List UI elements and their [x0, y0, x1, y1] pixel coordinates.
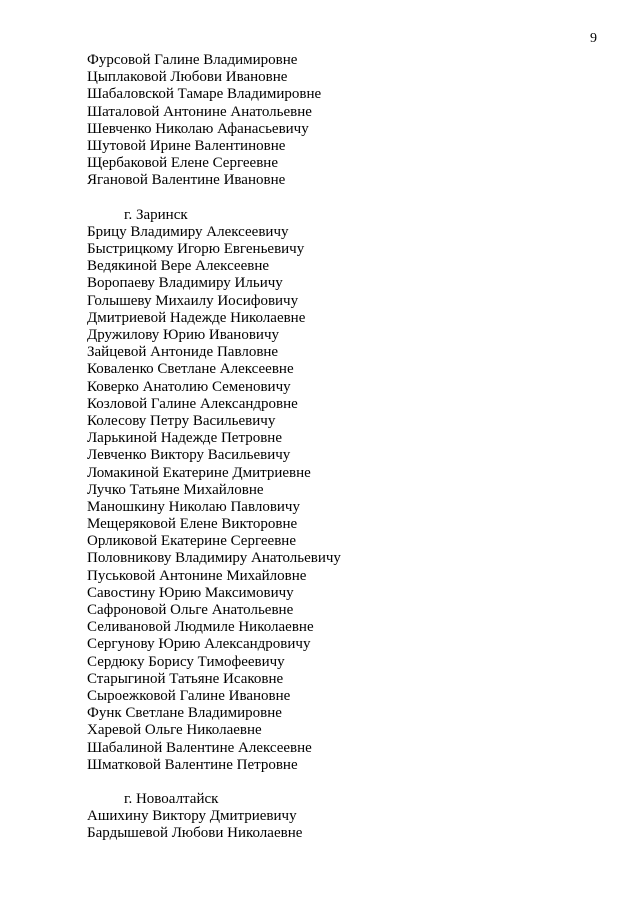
list-item: Голышеву Михаилу Иосифовичу — [87, 292, 299, 309]
list-item: Ягановой Валентине Ивановне — [87, 172, 286, 189]
section-spacer — [87, 190, 607, 207]
list-item: Цыплаковой Любови Ивановне — [87, 69, 288, 86]
list-item: Половникову Владимиру Анатольевичу — [87, 550, 341, 567]
list-item: Фурсовой Галине Владимировне — [87, 52, 298, 68]
list-item: Мещеряковой Елене Викторовне — [87, 516, 298, 533]
list-item: Воропаеву Владимиру Ильичу — [87, 275, 283, 292]
section-heading: г. Новоалтайск — [124, 791, 219, 808]
list-item: Зайцевой Антониде Павловне — [87, 344, 279, 361]
section-spacer — [87, 774, 607, 791]
list-item: Ашихину Виктору Дмитриевичу — [87, 808, 297, 825]
list-item: Брицу Владимиру Алексеевичу — [87, 223, 289, 240]
list-item: Быстрицкому Игорю Евгеньевичу — [87, 241, 305, 258]
list-item: Щербаковой Елене Сергеевне — [87, 155, 278, 172]
list-item: Сергунову Юрию Александровичу — [87, 636, 311, 653]
list-item: Колесову Петру Васильевичу — [87, 412, 276, 429]
list-item: Сафроновой Ольге Анатольевне — [87, 602, 294, 618]
list-item: Дружилову Юрию Ивановичу — [87, 327, 279, 343]
list-item: Коваленко Светлане Алексеевне — [87, 361, 294, 378]
list-item: Ведякиной Вере Алексеевне — [87, 258, 269, 275]
list-item: Савостину Юрию Максимовичу — [87, 584, 294, 601]
list-item: Дмитриевой Надежде Николаевне — [87, 309, 306, 326]
list-item: Левченко Виктору Васильевичу — [87, 447, 291, 464]
list-item: Пуськовой Антонине Михайловне — [87, 567, 307, 584]
section-novoaltaysk — [87, 791, 607, 843]
list-item: Маношкину Николаю Павловичу — [87, 498, 300, 515]
list-item: Козловой Галине Александровне — [87, 395, 298, 412]
list-item: Селивановой Людмиле Николаевне — [87, 619, 314, 636]
list-item: Шабаловской Тамаре Владимировне — [87, 86, 322, 103]
list-item: Старыгиной Татьяне Исаковне — [87, 670, 284, 687]
list-item: Харевой Ольге Николаевне — [87, 722, 262, 739]
list-item: Шевченко Николаю Афанасьевичу — [87, 120, 309, 137]
list-item: Шабалиной Валентине Алексеевне — [87, 739, 312, 756]
document-body — [87, 52, 607, 843]
section-heading: г. Заринск — [124, 206, 188, 223]
list-item: Коверко Анатолию Семеновичу — [87, 378, 291, 395]
name-list-continued — [87, 52, 607, 190]
list-item: Бардышевой Любови Николаевне — [87, 825, 303, 842]
list-item: Сыроежковой Галине Ивановне — [87, 687, 291, 704]
list-item: Шаталовой Антонине Анатольевне — [87, 103, 312, 120]
list-item: Шутовой Ирине Валентиновне — [87, 137, 286, 154]
page-number: 9 — [590, 31, 597, 46]
list-item: Орликовой Екатерине Сергеевне — [87, 533, 296, 550]
list-item: Сердюку Борису Тимофеевичу — [87, 653, 285, 670]
list-item: Шматковой Валентине Петровне — [87, 756, 298, 773]
list-item: Функ Светлане Владимировне — [87, 705, 282, 722]
list-item: Ломакиной Екатерине Дмитриевне — [87, 464, 311, 481]
list-item: Лучко Татьяне Михайловне — [87, 481, 264, 498]
list-item: Ларькиной Надежде Петровне — [87, 430, 282, 447]
section-zarinsk — [87, 207, 607, 774]
